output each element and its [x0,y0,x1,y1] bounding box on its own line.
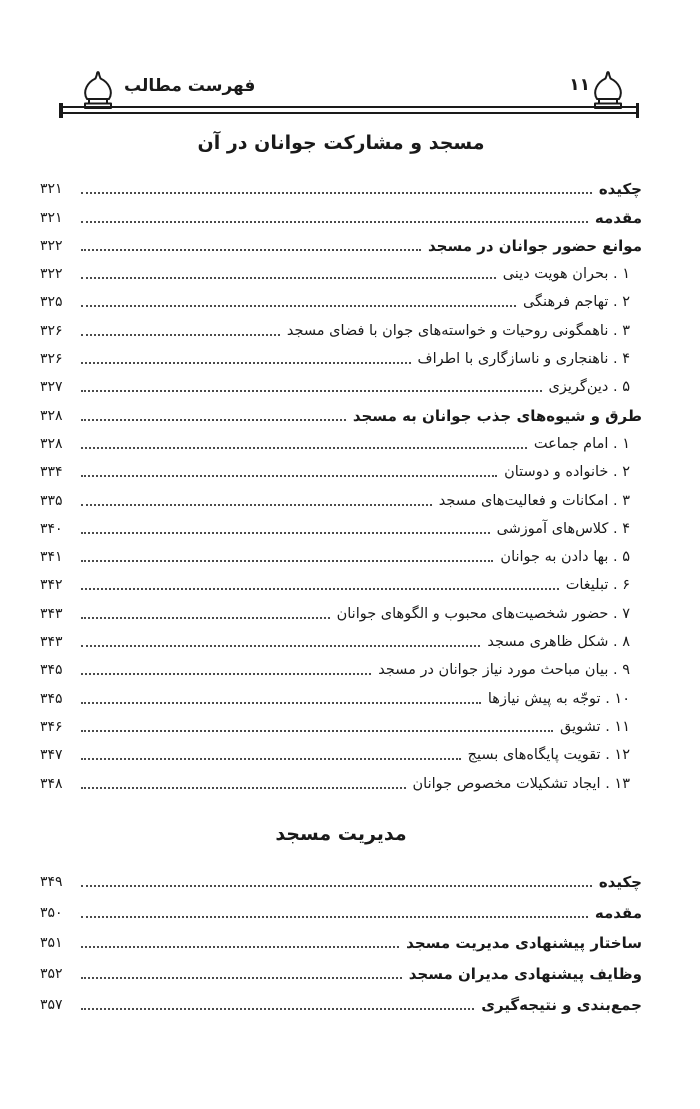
toc-entry-page-number: ۳۲۱ [40,181,63,198]
toc-entry-title: ۵ . بها دادن به جوانان [500,549,630,566]
toc-entry-title: ۳ . امکانات و فعالیت‌های مسجد [438,492,630,509]
leader-dots [81,588,559,590]
leader-dots [81,390,542,392]
header-page-number: ۱۱ [569,75,590,95]
toc-entry-row [40,427,642,455]
toc-entry-page-number: ۳۴۵ [40,662,63,679]
leader-dots [81,334,280,336]
toc-entry-row [40,568,642,596]
toc-entry-title: چکیده [598,180,642,199]
leader-dots [81,702,481,704]
toc-entry-title: ۴ . کلاس‌های آموزشی [496,520,630,537]
leader-dots [81,885,592,887]
toc-entry-row [40,893,642,924]
leader-dots [81,645,480,647]
toc-entry-title: ۱ . بحران هویت دینی [502,266,630,283]
toc-entry-title: ۵ . دین‌گریزی [548,379,630,396]
leader-dots [81,916,588,918]
toc-entry-title: ۷ . حضور شخصیت‌های محبوب و الگوهای جوانان [336,605,630,622]
toc-entry-row [40,710,642,738]
leader-dots [81,560,493,562]
leader-dots [81,475,497,477]
toc-entry-page-number: ۳۵۱ [40,935,63,952]
page-header [60,68,638,118]
toc-entry-page-number: ۳۳۵ [40,492,63,509]
toc-entry-page-number: ۳۵۰ [40,904,63,921]
toc-entry-page-number: ۳۵۷ [40,996,63,1013]
toc-entry-row [40,954,642,985]
toc-entry-page-number: ۳۴۳ [40,605,63,622]
toc-entry-row [40,483,642,511]
toc-entry-title: ۲ . تهاجم فرهنگی [522,294,630,311]
leader-dots [81,1008,474,1010]
toc-entry-row [40,596,642,624]
toc-entry-page-number: ۳۴۹ [40,874,63,891]
leader-dots [81,946,399,948]
toc-entry-row [40,540,642,568]
toc-entry-title: ۱۰ . توجّه به پیش نیازها [487,690,630,707]
toc-entry-title: ساختار پیشنهادی مدیریت مسجد [406,934,642,953]
toc-entries [40,172,642,795]
toc-entry-row [40,738,642,766]
toc-entries [40,863,642,1016]
toc-entry-row [40,200,642,228]
toc-entry-row [40,342,642,370]
leader-dots [81,787,406,789]
toc-entry-title: ۲ . خانواده و دوستان [504,464,630,481]
toc-entry-title: مقدمه [594,903,642,922]
mosque-dome-icon [76,69,120,109]
toc-entry-page-number: ۳۴۳ [40,634,63,651]
leader-dots [81,221,588,223]
toc-entry-row [40,625,642,653]
toc-entry-row [40,370,642,398]
toc-entry-title: موانع حضور جوانان در مسجد [427,236,642,255]
toc-entry-title: ۸ . شکل ظاهری مسجد [487,634,630,651]
toc-entry-row [40,455,642,483]
toc-entry-row [40,172,642,200]
toc-entry-title: ۱۲ . تقویت پایگاه‌های بسیج [467,747,630,764]
leader-dots [81,192,592,194]
toc-entry-page-number: ۳۴۸ [40,775,63,792]
toc-entry-page-number: ۳۲۲ [40,266,63,283]
leader-dots [81,730,553,732]
toc-entry-row [40,653,642,681]
toc-entry-title: ۶ . تبلیغات [565,577,630,594]
leader-dots [81,758,461,760]
section-title: مدیریت مسجد [275,822,407,845]
toc-entry-page-number: ۳۵۲ [40,965,63,982]
toc-entry-row [40,257,642,285]
toc-entry-row [40,766,642,794]
leader-dots [81,673,371,675]
toc-entry-row [40,985,642,1016]
toc-entry-page-number: ۳۴۵ [40,690,63,707]
toc-entry-page-number: ۳۲۶ [40,351,63,368]
leader-dots [81,277,496,279]
toc-entry-title: چکیده [598,873,642,892]
toc-entry-title: ۱ . امام جماعت [533,435,630,452]
toc-section [40,128,642,795]
toc-entry-page-number: ۳۲۸ [40,407,63,424]
leader-dots [81,305,516,307]
leader-dots [81,504,432,506]
toc-entry-title: ۱۱ . تشویق [560,718,630,735]
leader-dots [81,447,527,449]
toc-entry-row [40,229,642,257]
toc-entry-row [40,398,642,426]
header-title: فهرست مطالب [124,76,256,96]
toc-entry-page-number: ۳۲۷ [40,379,63,396]
toc-entry-row [40,285,642,313]
table-of-contents [40,128,642,1016]
leader-dots [81,419,346,421]
toc-entry-page-number: ۳۴۰ [40,520,63,537]
toc-entry-title: ۱۳ . ایجاد تشکیلات مخصوص جوانان [412,775,630,792]
toc-entry-page-number: ۳۲۱ [40,209,63,226]
toc-entry-row [40,863,642,894]
toc-entry-page-number: ۳۴۷ [40,747,63,764]
toc-entry-title: جمع‌بندی و نتیجه‌گیری [481,995,642,1014]
toc-entry-page-number: ۳۲۶ [40,322,63,339]
toc-entry-title: ۳ . ناهمگونی روحیات و خواسته‌های جوان با فضای مسجد [286,322,630,339]
toc-entry-title: طرق و شیوه‌های جذب جوانان به مسجد [352,406,642,425]
toc-entry-page-number: ۳۲۸ [40,435,63,452]
leader-dots [81,362,411,364]
leader-dots [81,249,421,251]
toc-entry-page-number: ۳۳۴ [40,464,63,481]
toc-entry-row [40,313,642,341]
section-title: مسجد و مشارکت جوانان در آن [197,132,485,154]
mosque-dome-icon [586,69,630,109]
leader-dots [81,977,402,979]
toc-entry-page-number: ۳۲۵ [40,294,63,311]
toc-entry-title: ۹ . بیان مباحث مورد نیاز جوانان در مسجد [378,662,630,679]
toc-entry-row [40,924,642,955]
leader-dots [81,532,490,534]
toc-entry-page-number: ۳۴۶ [40,718,63,735]
toc-entry-title: ۴ . ناهنجاری و ناسازگاری با اطراف [417,351,630,368]
leader-dots [81,617,330,619]
toc-entry-title: مقدمه [594,208,642,227]
toc-entry-page-number: ۳۴۱ [40,549,63,566]
toc-entry-row [40,681,642,709]
toc-entry-page-number: ۳۲۲ [40,237,63,254]
toc-entry-page-number: ۳۴۲ [40,577,63,594]
toc-section [40,819,642,1016]
toc-entry-title: وظایف پیشنهادی مدیران مسجد [408,964,642,983]
toc-entry-row [40,512,642,540]
header-divider-rule [62,106,636,114]
